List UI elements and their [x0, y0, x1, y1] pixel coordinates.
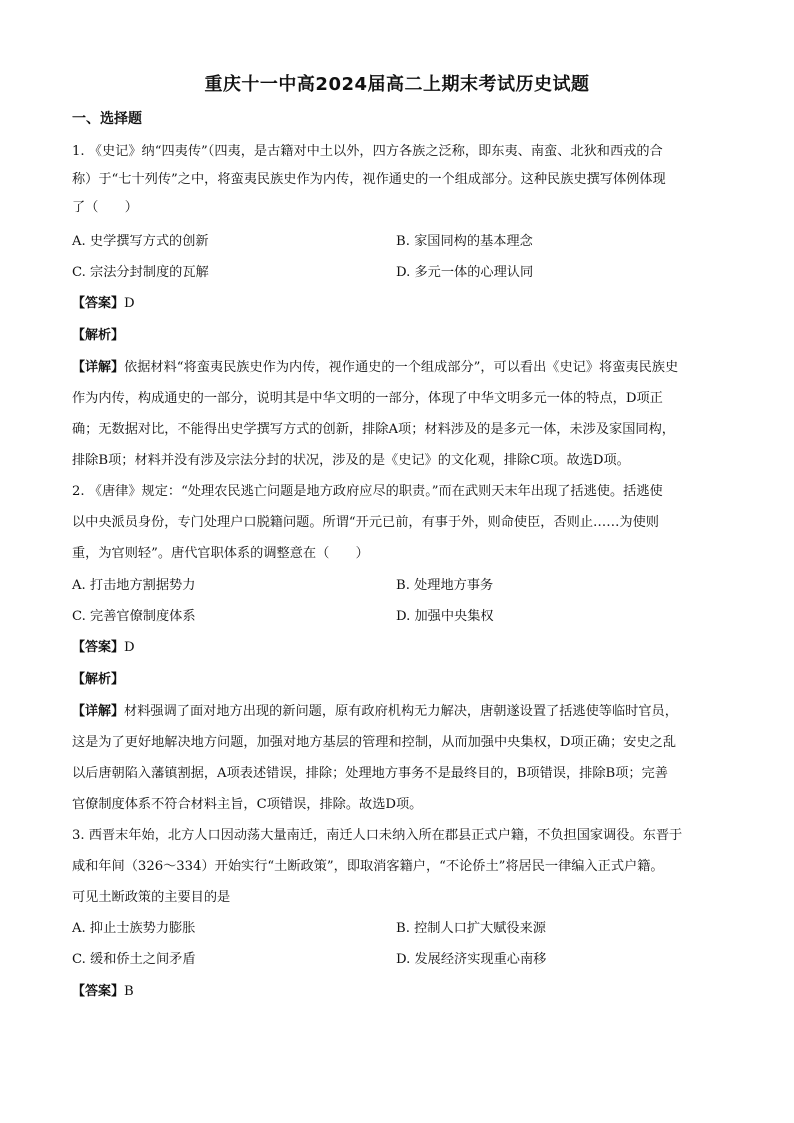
q2-detail-line: 以后唐朝陷入藩镇割据，A项表述错误，排除；处理地方事务不是最终目的，B项错误，排除B项；完善	[72, 766, 668, 781]
q3-stem-line: 咸和年间（326～334）开始实行“土断政策”，即取消客籍户，“不论侨土”将居民一律编入正式户籍。	[72, 859, 664, 874]
q2-detail-line: 官僚制度体系不符合材料主旨，C项错误，排除。故选D项。	[72, 797, 423, 812]
answer-label: 【答案】	[72, 984, 125, 999]
q2-analysis-label: 【解析】	[72, 672, 125, 687]
q2-stem-line: 2. 《唐律》规定：“处理农民逃亡问题是地方政府应尽的职责。”而在武则天末年出现了括逃使。括逃使	[72, 484, 663, 499]
q1-detail-line: 确；无数据对比，不能得出史学撰写方式的创新，排除A项；材料涉及的是多元一体，未涉及家国同构，	[72, 422, 675, 437]
q3-answer	[72, 985, 134, 998]
detail-label: 【详解】	[72, 360, 125, 375]
q3-stem-line: 可见土断政策的主要目的是	[72, 890, 231, 905]
q2-option-c: C. 完善官僚制度体系	[72, 609, 196, 624]
q3-option-b: B. 控制人口扩大赋役来源	[396, 921, 546, 936]
q2-option-d: D. 加强中央集权	[396, 609, 494, 624]
q1-option-d: D. 多元一体的心理认同	[396, 265, 534, 280]
q1-option-c: C. 宗法分封制度的瓦解	[72, 265, 209, 280]
q2-stem-line: 重，为官则轻”。唐代官职体系的调整意在（ ）	[72, 546, 369, 561]
detail-label: 【详解】	[72, 704, 125, 719]
q1-stem-line: 称）于“七十列传”之中，将蛮夷民族史作为内传，视作通史的一个组成部分。这种民族史撰写体例体现	[72, 172, 666, 187]
q3-option-d: D. 发展经济实现重心南移	[396, 952, 547, 967]
answer-label: 【答案】	[72, 296, 125, 311]
q3-option-a: A. 抑止士族势力膨胀	[72, 921, 196, 936]
q2-answer	[72, 641, 135, 654]
q1-analysis-label: 【解析】	[72, 328, 125, 343]
q3-option-c: C. 缓和侨土之间矛盾	[72, 952, 196, 967]
q1-answer	[72, 297, 135, 310]
q1-stem-line: 了（ ）	[72, 200, 138, 215]
q1-stem-line: 1. 《史记》纳“四夷传”（四夷，是古籍对中土以外，四方各族之泛称，即东夷、南蛮、北狄和西戎的合	[72, 144, 663, 159]
answer-label: 【答案】	[72, 640, 125, 655]
section-heading: 一、选择题	[72, 111, 142, 127]
page-title: 重庆十一中高2024届高二上期末考试历史试题	[204, 74, 590, 95]
q1-option-a: A. 史学撰写方式的创新	[72, 234, 209, 249]
q2-option-a: A. 打击地方割据势力	[72, 578, 196, 593]
q1-detail-line: 【详解】依据材料“将蛮夷民族史作为内传，视作通史的一个组成部分”，可以看出《史记》将蛮夷民族史	[72, 360, 679, 375]
q1-detail-line: 作为内传，构成通史的一部分，说明其是中华文明的一部分，体现了中华文明多元一体的特点，D项正	[72, 391, 663, 406]
q2-detail-line: 【详解】材料强调了面对地方出现的新问题，原有政府机构无力解决，唐朝遂设置了括逃使等临时官员，	[72, 704, 678, 719]
q1-option-b: B. 家国同构的基本理念	[396, 234, 533, 249]
answer-value: B	[124, 984, 134, 999]
q3-stem-line: 3. 西晋末年始，北方人口因动荡大量南迁，南迁人口未纳入所在郡县正式户籍，不负担国家调役。东晋于	[72, 828, 683, 843]
q2-option-b: B. 处理地方事务	[396, 578, 494, 593]
answer-value: D	[124, 640, 135, 655]
q1-detail-line: 排除B项；材料并没有涉及宗法分封的状况，涉及的是《史记》的文化观，排除C项。故选D项。	[72, 453, 630, 468]
q2-detail-line: 这是为了更好地解决地方问题，加强对地方基层的管理和控制，从而加强中央集权，D项正确；安史之乱	[72, 735, 677, 750]
answer-value: D	[124, 296, 135, 311]
q2-stem-line: 以中央派员身份，专门处理户口脱籍问题。所谓“开元已前，有事于外，则命使臣，否则止……为使则	[72, 515, 659, 530]
